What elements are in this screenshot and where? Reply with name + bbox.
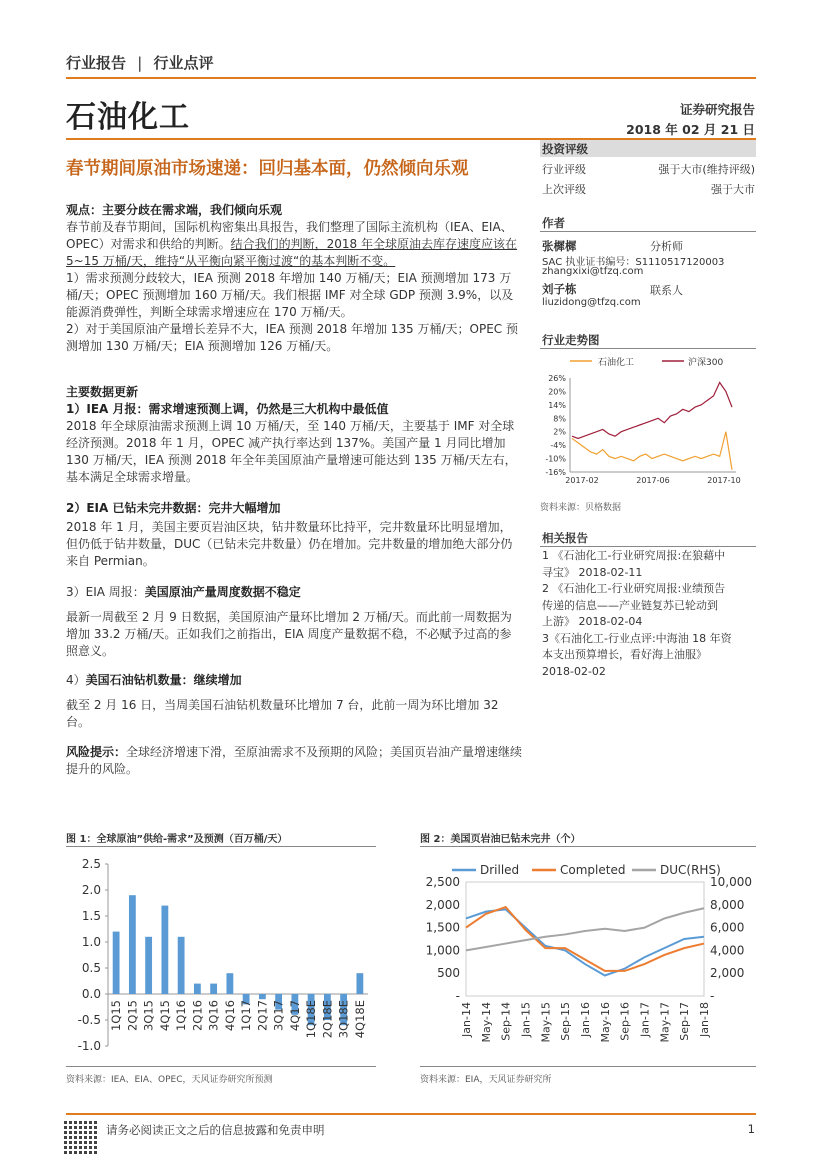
legend-petro-label: 石油化工 xyxy=(598,358,635,368)
category-separator: | xyxy=(137,54,143,72)
trend-series-line xyxy=(572,382,732,438)
fig2-chart xyxy=(420,850,756,1065)
fig1-y-tick-label: 1.5 xyxy=(81,909,101,923)
fig1-y-tick-label: -1.0 xyxy=(77,1039,101,1053)
fig2-x-tick-label: Sep-14 xyxy=(499,1002,513,1041)
fig2-x-tick-label: Jan-14 xyxy=(460,1002,473,1037)
fig1-x-tick-label: 4Q15 xyxy=(157,1000,172,1032)
qr-code-pattern xyxy=(64,1120,98,1154)
fig2-plot-frame xyxy=(466,882,704,996)
body-view xyxy=(66,202,523,355)
legend-duc-label: DUC(RHS) xyxy=(660,863,721,877)
fig1-x-tick-label: 3Q15 xyxy=(141,1000,156,1032)
fig2-caption: 图 2：美国页岩油已钻未完井（个） xyxy=(420,834,581,845)
subcategory-label: 行业点评 xyxy=(153,54,214,72)
trend-y-tick-label: -16% xyxy=(545,468,566,477)
fig2-x-tick-label: Jan-16 xyxy=(579,1002,592,1037)
fig1-y-tick-label: 0.5 xyxy=(81,961,101,975)
section4-text: 截至 2 月 16 日，当周美国石油钻机数量环比增加 7 台，此前一周为环比增加 32 台。 xyxy=(66,698,499,729)
risk-section xyxy=(66,744,523,778)
fig2-y-right-tick-label: 2,000 xyxy=(710,966,745,981)
body-section-4 xyxy=(66,672,523,731)
section3-text: 最新一周截至 2 月 9 日数据，美国原油产量环比增加 2 万桶/天。而此前一周数据为增加 33.2 万桶/天。正如我们之前指出，EIA 周度产量数据不稳，不必赋予过高的参照意义。 xyxy=(66,610,512,658)
fig2-y-right-tick-label: - xyxy=(710,989,715,1003)
fig2-x-tick-label: May-16 xyxy=(598,1002,612,1043)
fig1-bar xyxy=(259,994,266,999)
fig2-y-left-tick-label: 2,500 xyxy=(425,875,460,889)
section2-title: 2）EIA 已钻未完井数据：完井大幅增加 xyxy=(66,501,281,515)
prev-rating-label: 上次评级 xyxy=(542,183,586,196)
report-category xyxy=(66,52,214,73)
legend-completed-label: Completed xyxy=(560,863,626,877)
fig1-bar xyxy=(226,973,233,994)
author2-name: 刘子栋 xyxy=(542,282,577,296)
fig2-y-right-tick-label: 10,000 xyxy=(710,875,752,889)
related-item[interactable]: 3《石油化工-行业点评:中海油 18 年资 本支出预算增长，看好海上油服》 2018-02-02 xyxy=(542,631,732,678)
fig1-bar xyxy=(194,984,201,994)
author2-email[interactable]: liuzidong@tfzq.com xyxy=(542,297,641,308)
fig1-x-tick-label: 1Q16 xyxy=(174,1000,189,1032)
fig1-bar xyxy=(356,973,363,994)
page-number: 1 xyxy=(747,1122,755,1136)
category-label: 行业报告 xyxy=(66,54,127,72)
fig2-y-left-tick-label: 500 xyxy=(437,966,460,981)
industry-rating-label: 行业评级 xyxy=(542,163,586,176)
fig2-x-tick-label: Jan-17 xyxy=(638,1002,652,1037)
trend-y-tick-label: -10% xyxy=(545,454,566,464)
fig1-y-tick-label: 2.5 xyxy=(81,857,101,871)
footer-rule xyxy=(66,1113,756,1115)
trend-y-tick-label: 20% xyxy=(548,387,566,397)
section1-text: 2018 年全球原油需求预测上调 10 万桶/天，至 140 万桶/天，主要基于 IMF 对全球经济预测。2018 年 1 月，OPEC 减产执行率达到 137%。美国产量 1 月同比增加 130 万桶/天，IEA 预测 2018 年全年美国原油产量增速可能达到 135 万桶/天左右，基本满足全球需求增量。 xyxy=(66,419,517,484)
view-paragraph-1: 春节前及春节期间，国际机构密集出具报告，我们整理了国际主流机构（IEA、EIA、OPEC）对需求和供给的判断。结合我们的判断，2018 年全球原油去库存速度应该在 5~15 万桶/天，维持“从平衡向紧平衡过渡“的基本判断不变。 xyxy=(66,220,518,268)
related-rule xyxy=(540,546,756,547)
fig1-bar xyxy=(178,937,185,994)
fig2-x-tick-label: Sep-17 xyxy=(678,1002,692,1041)
headline: 春节期间原油市场速递：回归基本面，仍然倾向乐观 xyxy=(66,159,469,179)
legend-hs300-label: 沪深300 xyxy=(688,358,724,368)
fig1-x-tick-label: 3Q17 xyxy=(271,1000,286,1032)
report-date: 2018 年 02 月 21 日 xyxy=(626,122,755,137)
trend-x-tick-label: 2017-06 xyxy=(636,476,670,485)
fig2-y-right-tick-label: 8,000 xyxy=(710,897,745,912)
report-type: 证券研究报告 xyxy=(679,102,755,117)
fig1-rule xyxy=(66,846,376,847)
fig1-bar xyxy=(129,895,136,994)
trend-legend xyxy=(570,356,723,368)
body-section-3 xyxy=(66,584,523,660)
trend-rule xyxy=(540,348,756,349)
view-title: 观点：主要分歧在需求端，我们倾向乐观 xyxy=(66,203,283,217)
fig1-x-tick-label: 3Q16 xyxy=(206,1000,221,1032)
trend-source: 资料来源：贝格数据 xyxy=(540,503,622,513)
fig2-x-tick-label: May-17 xyxy=(658,1002,672,1043)
trend-chart xyxy=(536,350,756,490)
fig2-x-tick-label: May-14 xyxy=(479,1002,493,1043)
prev-rating-value: 强于大市 xyxy=(711,183,755,196)
trend-title: 行业走势图 xyxy=(542,333,600,347)
related-item[interactable]: 1 《石油化工-行业研究周报:在狼藉中 寻宝》 2018-02-11 xyxy=(542,549,726,579)
fig1-x-tick-label: 1Q17 xyxy=(239,1000,254,1032)
fig1-y-tick-label: -0.5 xyxy=(77,1013,101,1027)
author1-cert: SAC 执业证书编号：S1110517120003 xyxy=(542,257,725,268)
fig1-x-tick-label: 2Q18E xyxy=(320,1000,335,1039)
author-title: 作者 xyxy=(542,216,565,230)
fig1-x-tick-label: 2Q15 xyxy=(125,1000,140,1032)
section4-title: 4）美国石油钻机数量：继续增加 xyxy=(66,673,242,687)
author1-email[interactable]: zhangxixi@tfzq.com xyxy=(542,266,644,277)
header-rule xyxy=(66,77,756,79)
fig1-x-tick-label: 4Q18E xyxy=(352,1000,367,1039)
fig2-y-left-tick-label: 1,500 xyxy=(425,920,460,935)
industry-rating-value: 强于大市(维持评级) xyxy=(658,163,755,176)
fig1-bar xyxy=(113,932,120,994)
fig1-x-tick-label: 4Q17 xyxy=(287,1000,302,1032)
fig2-y-left-tick-label: - xyxy=(455,989,460,1003)
view-paragraph-3: 2）对于美国原油产量增长差异不大，IEA 预测 2018 年增加 135 万桶/天；OPEC 预测增加 130 万桶/天；EIA 预测增加 126 万桶/天。 xyxy=(66,322,518,353)
trend-series-line xyxy=(572,432,732,470)
trend-x-tick-label: 2017-10 xyxy=(707,476,741,485)
section3-title: 3）EIA 周报：美国原油产量周度数据不稳定 xyxy=(66,585,301,599)
fig2-legend xyxy=(452,863,721,877)
trend-y-tick-label: 14% xyxy=(548,400,566,410)
fig2-rule xyxy=(420,846,756,847)
trend-y-tick-label: -4% xyxy=(550,441,566,451)
data-title: 主要数据更新 xyxy=(66,385,139,399)
fig1-y-tick-label: 2.0 xyxy=(81,883,101,897)
related-title: 相关报告 xyxy=(542,531,588,545)
trend-y-tick-label: 8% xyxy=(553,414,566,424)
rating-title: 投资评级 xyxy=(542,142,588,156)
fig1-bar xyxy=(145,937,152,994)
fig2-bottom-rule xyxy=(420,1066,756,1067)
fig2-y-right-tick-label: 4,000 xyxy=(710,943,745,958)
author2-role: 联系人 xyxy=(650,284,683,297)
fig1-chart xyxy=(66,850,376,1065)
body-section-2 xyxy=(66,500,523,570)
author-rule xyxy=(540,231,756,232)
fig1-source: 资料来源：IEA、EIA、OPEC，天风证券研究所预测 xyxy=(66,1075,273,1085)
fig1-bar xyxy=(161,906,168,994)
fig2-series-line xyxy=(466,908,704,950)
view-paragraph-2: 1）需求预测分歧较大，IEA 预测 2018 年增加 140 万桶/天；EIA 预测增加 173 万桶/天；OPEC 预测增加 160 万桶/天。我们根据 IMF 对全球 GDP 预测 3.9%，以及能源消费弹性，判断全球需求增速应在 170 万桶/天。 xyxy=(66,271,514,319)
fig1-x-tick-label: 1Q15 xyxy=(109,1000,124,1032)
fig2-y-left-tick-label: 2,000 xyxy=(425,897,460,912)
fig2-series-line xyxy=(466,909,704,975)
trend-x-tick-label: 2017-02 xyxy=(565,476,599,485)
fig1-bottom-rule xyxy=(66,1066,376,1067)
fig1-y-tick-label: 1.0 xyxy=(81,935,101,949)
fig2-x-tick-label: Jan-15 xyxy=(519,1002,533,1037)
trend-y-tick-label: 2% xyxy=(553,427,566,437)
fig2-x-tick-label: May-15 xyxy=(539,1002,553,1043)
related-list xyxy=(542,548,756,680)
fig1-x-tick-label: 2Q16 xyxy=(190,1000,205,1032)
fig2-x-tick-label: Sep-16 xyxy=(618,1002,632,1041)
body-data-section xyxy=(66,384,523,486)
footer-disclaimer[interactable]: 请务必阅读正文之后的信息披露和免责申明 xyxy=(106,1123,325,1137)
risk-text: 风险提示：全球经济增速下滑，至原油需求不及预期的风险；美国页岩油产量增速继续提升的风险。 xyxy=(66,745,523,776)
fig2-x-tick-label: Jan-18 xyxy=(698,1002,711,1037)
fig2-y-left-tick-label: 1,000 xyxy=(425,943,460,958)
fig1-x-tick-label: 1Q18E xyxy=(304,1000,319,1039)
fig1-x-tick-label: 3Q18E xyxy=(336,1000,351,1039)
fig2-x-tick-label: Sep-15 xyxy=(559,1002,573,1041)
fig2-y-right-tick-label: 6,000 xyxy=(710,920,745,935)
author1-name: 张樨樨 xyxy=(542,239,577,253)
fig1-caption: 图 1：全球原油”供给-需求”及预测（百万桶/天） xyxy=(66,834,288,845)
fig1-bar xyxy=(210,984,217,994)
author1-role: 分析师 xyxy=(650,240,683,253)
fig1-y-tick-label: 0.0 xyxy=(81,987,101,1001)
fig1-x-tick-label: 2Q17 xyxy=(255,1000,270,1032)
related-item[interactable]: 2 《石油化工-行业研究周报:业绩预告 传递的信息——产业链复苏已轮动到 上游》 2018-02-04 xyxy=(542,582,726,628)
section2-text: 2018 年 1 月，美国主要页岩油区块，钻井数量环比持平，完井数量环比明显增加，但仍低于钻井数量，DUC（已钻未完井数量）仍在增加。完井数量的增加绝大部分仍来自 Permian。 xyxy=(66,520,513,568)
fig2-source: 资料来源：EIA，天风证券研究所 xyxy=(420,1075,552,1085)
legend-drilled-label: Drilled xyxy=(480,863,520,877)
sector-title: 石油化工 xyxy=(66,100,190,135)
section1-title: 1）IEA 月报：需求增速预测上调，仍然是三大机构中最低值 xyxy=(66,402,389,416)
trend-y-tick-label: 26% xyxy=(548,374,566,383)
fig1-x-tick-label: 4Q16 xyxy=(222,1000,237,1032)
